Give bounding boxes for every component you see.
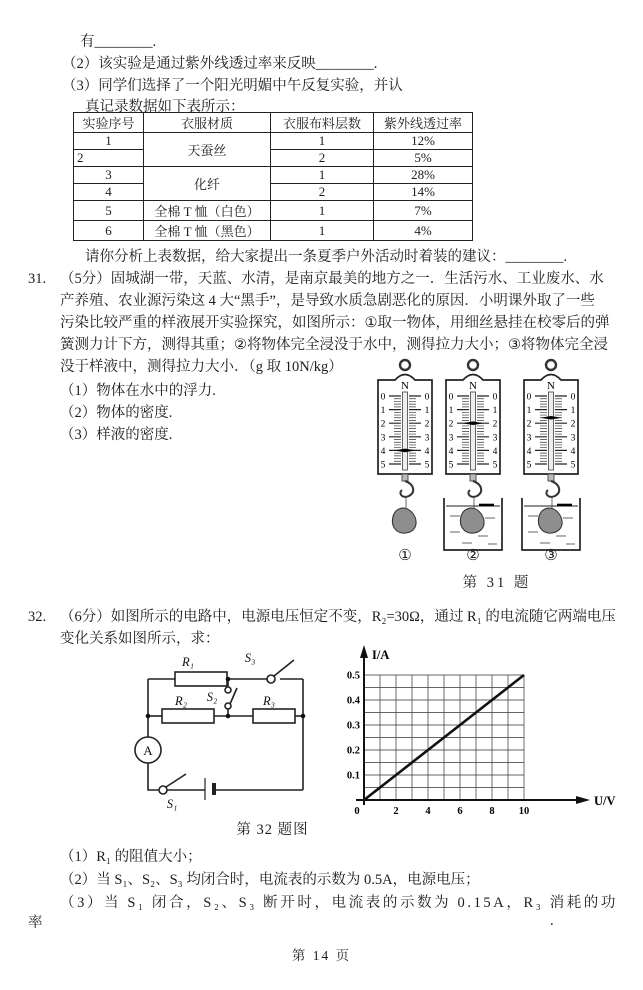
label-s1: S₁ bbox=[166, 797, 178, 811]
scale-number: 5 bbox=[448, 460, 454, 471]
y-tick: 0.4 bbox=[346, 695, 360, 707]
q31-text-line: （5分）固城湖一带，天蓝、水清，是南京最美的地方之一．生活污水、工业废水、水 bbox=[60, 271, 604, 287]
scale-number: 1 bbox=[448, 406, 454, 417]
q32-number: 32. bbox=[28, 609, 47, 625]
q31-text-line: 没于样液中，测得拉力大小．（g 取 10N/kg） bbox=[60, 359, 343, 375]
label-s3: S₃ bbox=[244, 651, 256, 665]
object-blob bbox=[460, 508, 484, 533]
unit-label: N bbox=[469, 380, 477, 392]
scale-number: 1 bbox=[380, 406, 386, 417]
scale-number: 1 bbox=[570, 406, 576, 417]
table-header-row bbox=[74, 113, 473, 133]
scale-number: 5 bbox=[492, 460, 498, 471]
cell-layers: 1 bbox=[271, 221, 374, 241]
scale-number: 2 bbox=[380, 419, 386, 430]
label-ammeter: A bbox=[143, 743, 153, 758]
y-tick: 0.2 bbox=[346, 745, 360, 757]
q32-subitem-2: （2）当 S₁、S₂、S₃ 均闭合时，电流表的示数为 0.5A，电源电压； bbox=[60, 872, 480, 888]
table-row bbox=[74, 167, 473, 184]
q32-text-line: （6分）如图所示的电路中，电源电压恒定不变，R₂=30Ω，通过 R₁ 的电流随它两端电压 bbox=[60, 609, 616, 625]
scale-number: 3 bbox=[570, 433, 576, 444]
scale-figure-label: ② bbox=[466, 546, 480, 564]
unit-label: N bbox=[547, 380, 555, 392]
stem bbox=[548, 474, 554, 481]
scale-number: 3 bbox=[526, 433, 532, 444]
cell-material: 天蚕丝 bbox=[144, 133, 271, 167]
hook bbox=[400, 481, 413, 497]
scale-figure-label: ③ bbox=[544, 546, 558, 564]
col-header-material: 衣服材质 bbox=[144, 113, 271, 133]
junction-dot bbox=[226, 714, 231, 719]
cell-rate: 28% bbox=[374, 167, 473, 184]
scale-number: 0 bbox=[570, 392, 576, 403]
scale-figure-label: ① bbox=[398, 546, 412, 564]
y-tick: 0.5 bbox=[346, 670, 360, 682]
question-item-3-cont: 真记录数据如下表所示： bbox=[85, 99, 245, 115]
col-header-rate: 紫外线透过率 bbox=[374, 113, 473, 133]
scale-number: 0 bbox=[424, 392, 430, 403]
origin-label: 0 bbox=[354, 806, 360, 817]
cell-no: 1 bbox=[74, 133, 144, 150]
q31-text-line: 簧测力计下方，测得其重；②将物体完全浸没于水中，测得拉力大小；③将物体完全浸 bbox=[60, 337, 608, 353]
x-tick: 2 bbox=[393, 806, 399, 817]
scale-number: 0 bbox=[526, 392, 532, 403]
spring-scale bbox=[372, 358, 438, 554]
spring-scale bbox=[518, 358, 584, 554]
scale-number: 5 bbox=[380, 460, 386, 471]
scale-number: 3 bbox=[424, 433, 430, 444]
analysis-prompt: 请你分析上表数据，给大家提出一条夏季户外活动时着装的建议：________. bbox=[85, 249, 568, 265]
table-row bbox=[74, 221, 473, 241]
label-r1: R₁ bbox=[182, 655, 194, 669]
table-row bbox=[74, 150, 473, 167]
table-row bbox=[74, 184, 473, 201]
cell-no: 4 bbox=[74, 184, 144, 201]
q32-subitem-3-cont: 率 bbox=[28, 915, 43, 931]
hanging-ring bbox=[400, 360, 410, 370]
label-r3: R₃ bbox=[263, 694, 275, 708]
scale-number: 4 bbox=[570, 446, 576, 457]
q31-number: 31. bbox=[28, 271, 47, 287]
cell-material: 全棉 T 恤（黑色） bbox=[144, 221, 271, 241]
q31-subitem-2: （2）物体的密度. bbox=[60, 405, 173, 421]
cell-rate: 5% bbox=[374, 150, 473, 167]
question-item-3: （3）同学们选择了一个阳光明媚中午反复实验，并认 bbox=[62, 78, 403, 94]
scale-number: 0 bbox=[492, 392, 498, 403]
scale-number: 2 bbox=[570, 419, 576, 430]
x-tick: 4 bbox=[425, 806, 431, 817]
switch-s3-lever bbox=[274, 660, 294, 676]
q32-subitem-3-period: . bbox=[550, 913, 554, 929]
scale-number: 4 bbox=[424, 446, 430, 457]
q32-subitem-3: （3）当 S₁ 闭合，S₂、S₃ 断开时，电流表的示数为 0.15A，R₃ 消耗的功 bbox=[60, 895, 619, 911]
scale-number: 4 bbox=[380, 446, 386, 457]
col-header-layers: 衣服布料层数 bbox=[271, 113, 374, 133]
switch-s2-contact bbox=[225, 703, 231, 709]
q31-subitem-1: （1）物体在水中的浮力. bbox=[60, 383, 216, 399]
table-row bbox=[74, 133, 473, 150]
junction-dot bbox=[146, 714, 151, 719]
switch-s2-contact bbox=[225, 687, 231, 693]
circuit-diagram bbox=[120, 648, 345, 818]
q32-figure-caption: 第 32 题图 bbox=[236, 822, 309, 838]
hook bbox=[546, 481, 559, 497]
scale-number: 4 bbox=[526, 446, 532, 457]
resistor-r2 bbox=[162, 709, 214, 723]
q31-subitem-3: （3）样液的密度. bbox=[60, 427, 173, 443]
x-tick: 10 bbox=[518, 806, 530, 817]
label-r2: R₂ bbox=[175, 694, 187, 708]
resistor-r1 bbox=[175, 672, 227, 686]
cell-no: 2 bbox=[74, 150, 144, 167]
cell-layers: 2 bbox=[271, 150, 374, 167]
x-tick: 6 bbox=[457, 806, 463, 817]
x-axis-label: U/V bbox=[594, 794, 616, 808]
hanging-ring bbox=[468, 360, 478, 370]
blank-answer-line: 有________. bbox=[80, 34, 157, 50]
x-tick: 8 bbox=[489, 806, 495, 817]
experiment-table bbox=[73, 112, 473, 241]
object-blob bbox=[392, 508, 416, 533]
q31-text-line: 污染比较严重的样液展开实验探究，如图所示：①取一物体，用细丝悬挂在校零后的弹 bbox=[60, 315, 610, 331]
q32-subitem-1: （1）R₁ 的阻值大小； bbox=[60, 849, 202, 865]
cell-rate: 7% bbox=[374, 201, 473, 221]
cell-layers: 1 bbox=[271, 201, 374, 221]
hanging-ring bbox=[546, 360, 556, 370]
scale-number: 1 bbox=[526, 406, 532, 417]
col-header-no: 实验序号 bbox=[74, 113, 144, 133]
cell-rate: 12% bbox=[374, 133, 473, 150]
page-footer: 第 14 页 bbox=[291, 948, 352, 963]
cell-material: 全棉 T 恤（白色） bbox=[144, 201, 271, 221]
cell-layers: 2 bbox=[271, 184, 374, 201]
y-tick: 0.1 bbox=[346, 770, 360, 782]
scale-number: 4 bbox=[448, 446, 454, 457]
q32-text-line: 变化关系如图所示，求： bbox=[60, 631, 220, 647]
resistor-r3 bbox=[253, 709, 295, 723]
scale-number: 0 bbox=[380, 392, 386, 403]
hook bbox=[468, 481, 481, 497]
cell-no: 6 bbox=[74, 221, 144, 241]
scale-number: 5 bbox=[424, 460, 430, 471]
switch-s1-lever bbox=[166, 774, 186, 787]
scale-number: 3 bbox=[448, 433, 454, 444]
scale-rod bbox=[549, 392, 554, 470]
y-tick: 0.3 bbox=[346, 720, 360, 732]
q31-figure-spring-scales bbox=[372, 358, 622, 598]
cell-layers: 1 bbox=[271, 133, 374, 150]
q31-text-line: 产养殖、农业源污染这 4 大“黑手”，是导致水质急剧恶化的原因．小明课外取了一些 bbox=[60, 293, 595, 309]
scale-number: 3 bbox=[380, 433, 386, 444]
scale-number: 1 bbox=[424, 406, 430, 417]
scale-number: 4 bbox=[492, 446, 498, 457]
stem bbox=[470, 474, 476, 481]
switch-s1-contact bbox=[159, 786, 167, 794]
cell-material: 化纤 bbox=[144, 167, 271, 201]
scale-number: 1 bbox=[492, 406, 498, 417]
question-item-2: （2）该实验是通过紫外线透过率来反映________. bbox=[62, 56, 378, 72]
scale-number: 2 bbox=[526, 419, 532, 430]
scale-rod bbox=[471, 392, 476, 470]
cell-layers: 1 bbox=[271, 167, 374, 184]
scale-number: 3 bbox=[492, 433, 498, 444]
label-s2: S₂ bbox=[206, 690, 218, 704]
table-row bbox=[74, 201, 473, 221]
y-axis-label: I/A bbox=[372, 648, 390, 662]
scale-number: 2 bbox=[448, 419, 454, 430]
unit-label: N bbox=[401, 380, 409, 392]
spring-scale bbox=[440, 358, 506, 554]
switch-s3-contact bbox=[267, 675, 275, 683]
junction-dot bbox=[226, 677, 231, 682]
scale-number: 0 bbox=[448, 392, 454, 403]
stem bbox=[402, 474, 408, 481]
junction-dot bbox=[301, 714, 306, 719]
scale-number: 5 bbox=[526, 460, 532, 471]
cell-no: 3 bbox=[74, 167, 144, 184]
scale-number: 5 bbox=[570, 460, 576, 471]
iu-chart bbox=[338, 642, 638, 828]
cell-no: 5 bbox=[74, 201, 144, 221]
q31-figure-caption: 第 31 题 bbox=[462, 575, 532, 591]
scale-number: 2 bbox=[492, 419, 498, 430]
cell-rate: 4% bbox=[374, 221, 473, 241]
object-blob bbox=[538, 508, 562, 533]
wire bbox=[148, 763, 159, 790]
scale-rod bbox=[403, 392, 408, 470]
cell-rate: 14% bbox=[374, 184, 473, 201]
scale-number: 2 bbox=[424, 419, 430, 430]
